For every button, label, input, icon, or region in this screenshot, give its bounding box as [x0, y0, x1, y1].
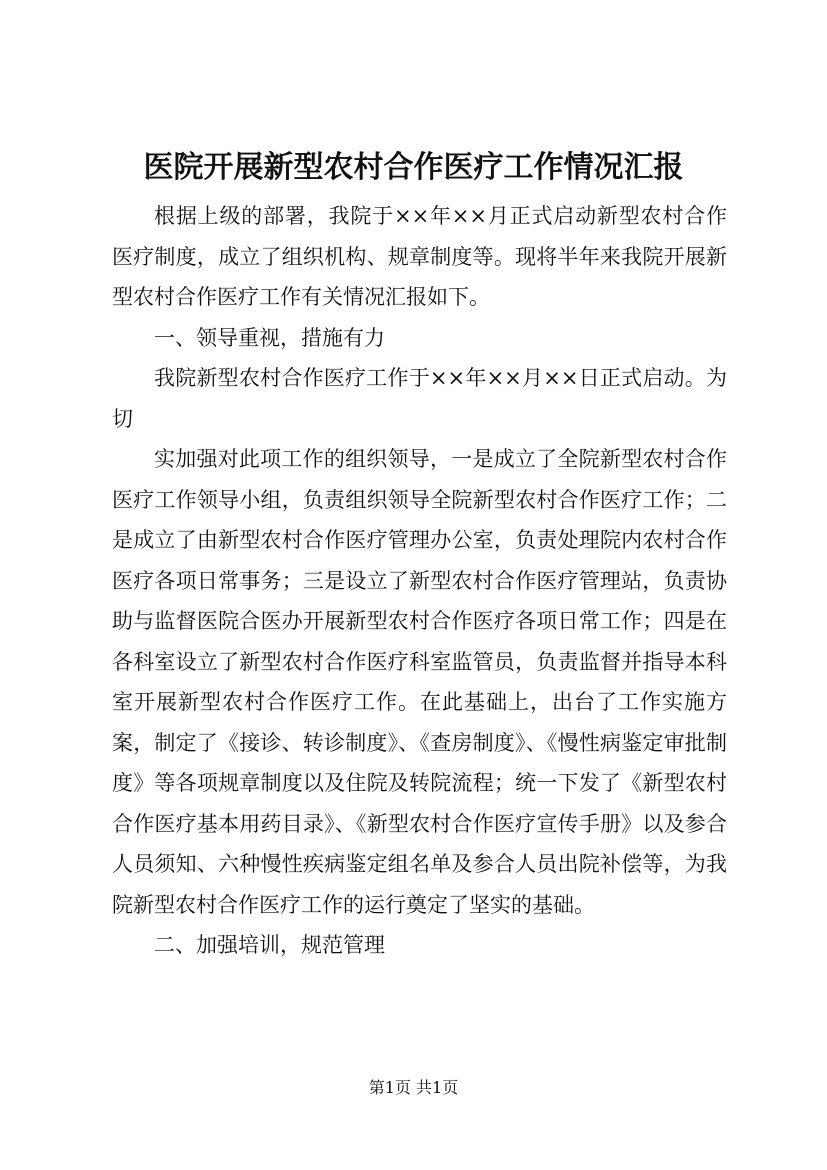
section-heading-2: 二、加强培训，规范管理: [154, 933, 385, 957]
paragraph-section1-body: 实加强对此项工作的组织领导，一是成立了全院新型农村合作医疗工作领导小组，负责组织领导全院新型农村合作医疗工作；二是成立了由新型农村合作医疗管理办公室，负责处理院内农村合作医疗各项日常事务；三是设立了新型农村合作医疗管理站，负责协助与监督医院合医办开展新型农村合作医疗各项日常工作；四是在各科室设立了新型农村合作医疗科室监管员，负责监督并指导本科室开展新型农村合作医疗工作。在此基础上，出台了工作实施方案，制定了《接诊、转诊制度》、《查房制度》、《慢性病鉴定审批制度》等各项规章制度以及住院及转院流程；统一下发了《新型农村合作医疗基本用药目录》、《新型农村合作医疗宣传手册》以及参合人员须知、六种慢性疾病鉴定组名单及参合人员出院补偿等，为我院新型农村合作医疗工作的运行奠定了坚实的基础。: [112, 447, 727, 917]
paragraph-intro: 根据上级的部署，我院于××年××月正式启动新型农村合作医疗制度，成立了组织机构、规章制度等。现将半年来我院开展新型农村合作医疗工作有关情况汇报如下。: [112, 204, 727, 309]
section-heading-1: 一、领导重视，措施有力: [154, 325, 385, 350]
document-body: [112, 196, 727, 966]
document-title: 医院开展新型农村合作医疗工作情况汇报: [143, 150, 684, 185]
page-footer: 第1页 共1页: [368, 1078, 459, 1097]
paragraph-section1-start: 我院新型农村合作医疗工作于××年××月××日正式启动。为切: [112, 366, 727, 431]
